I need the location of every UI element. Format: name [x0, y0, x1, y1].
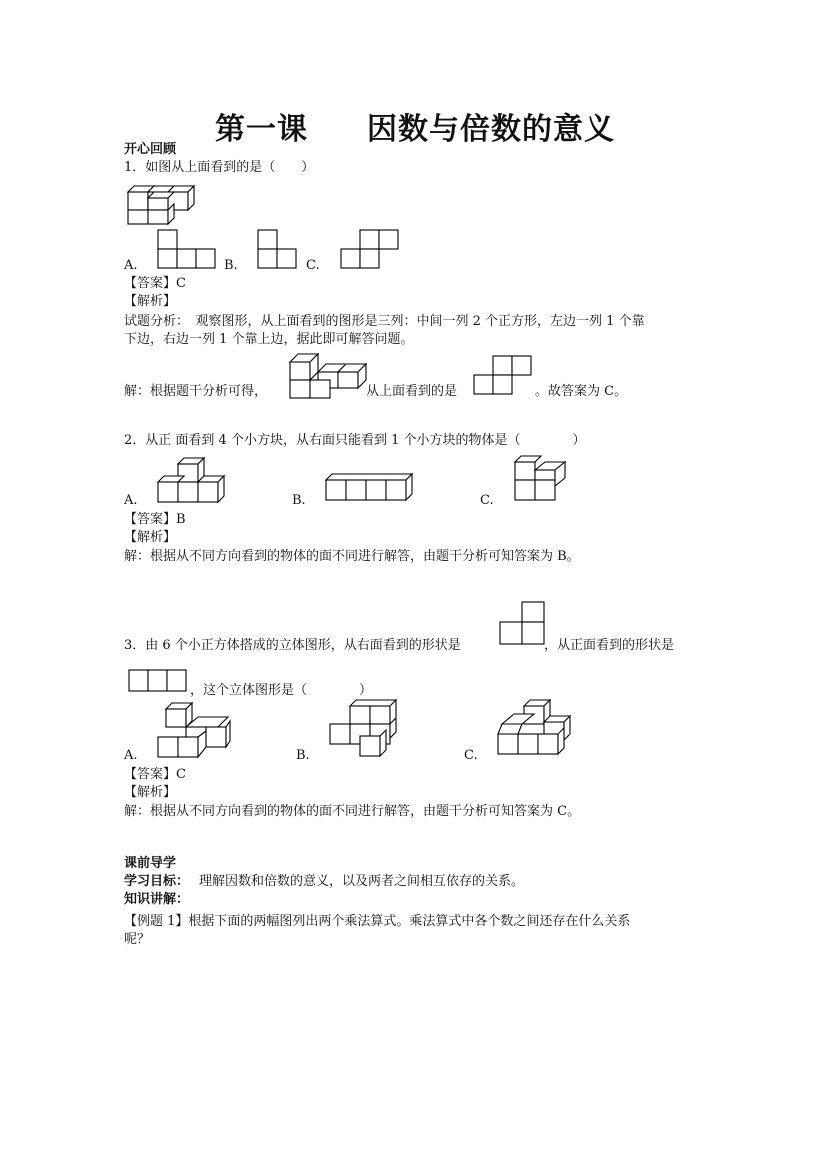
q2-option-b-label: B.	[292, 493, 306, 508]
knowledge-label: 知识讲解：	[124, 892, 190, 907]
q2-question: 2．从正 面看到 4 个小方块，从右面只能看到 1 个小方块的物体是（ ）	[124, 433, 586, 448]
q1-solution-part2: 从上面看到的是	[366, 384, 458, 399]
q1-option-a-label: A.	[124, 258, 138, 273]
q1-option-c-label: C.	[306, 258, 320, 273]
learning-goal-label: 学习目标：	[124, 874, 190, 889]
q3-option-c-figure	[498, 700, 578, 756]
q1-solution-figure-3d	[290, 352, 370, 402]
q2-analysis-label: 【解析】	[124, 530, 177, 545]
q3-option-b-figure	[330, 700, 400, 758]
q1-solution-part1: 解：根据题干分析可得，	[124, 384, 268, 399]
page-title-topic: 因数与倍数的意义	[367, 112, 615, 147]
example1-line2: 呢？	[124, 932, 151, 947]
q1-analysis-label: 【解析】	[124, 294, 177, 309]
q2-option-a-figure	[158, 458, 228, 504]
example1-line1: 【例题 1】根据下面的两幅图列出两个乘法算式。乘法算式中各个数之间还存在什么关系	[124, 914, 631, 929]
q2-option-c-figure	[515, 456, 575, 502]
q1-solution-figure-top	[474, 356, 534, 398]
q2-solution: 解：根据从不同方向看到的物体的面不同进行解答，由题干分析可知答案为 B。	[124, 549, 580, 564]
q3-option-c-label: C.	[464, 748, 478, 763]
q3-option-a-figure	[158, 703, 233, 759]
q1-analysis-line2: 下边，右边一列 1 个靠上边，据此即可解答问题。	[124, 332, 414, 347]
learning-goal-text: 理解因数和倍数的意义，以及两者之间相互依存的关系。	[199, 874, 525, 889]
q1-option-b-label: B.	[224, 258, 238, 273]
q3-right-view-figure	[500, 602, 548, 646]
q1-option-c-figure	[341, 230, 401, 270]
q1-option-b-figure	[258, 230, 300, 270]
q2-option-c-label: C.	[480, 493, 494, 508]
q3-analysis-label: 【解析】	[124, 785, 177, 800]
q3-question-part3: ，这个立体图形是（ ）	[190, 683, 373, 698]
q2-option-a-label: A.	[124, 493, 138, 508]
q3-front-view-figure	[129, 670, 189, 694]
q1-analysis-line1: 试题分析： 观察图形，从上面看到的图形是三列：中间一列 2 个正方形，左边一列 1 个靠	[124, 314, 645, 329]
q1-solution-part3: 。故答案为 C。	[535, 384, 628, 399]
page-title-lesson: 第一课	[215, 112, 308, 147]
q3-option-a-label: A.	[124, 748, 138, 763]
q2-answer: 【答案】B	[124, 512, 186, 527]
section-heading-review: 开心回顾	[124, 142, 177, 157]
section-heading-preview: 课前导学	[124, 856, 177, 871]
q3-question-part1: 3．由 6 个小正方体搭成的立体图形，从右面看到的形状是	[124, 638, 461, 653]
q3-solution: 解：根据从不同方向看到的物体的面不同进行解答，由题干分析可知答案为 C。	[124, 804, 581, 819]
q2-option-b-figure	[326, 474, 416, 504]
q3-option-b-label: B.	[296, 748, 310, 763]
q1-question: 1．如图从上面看到的是（ ）	[124, 160, 315, 175]
q1-answer: 【答案】C	[124, 276, 186, 291]
q1-option-a-figure	[158, 230, 218, 270]
q3-question-part2: ，从正面看到的形状是	[544, 638, 675, 653]
q1-figure-3d	[128, 186, 208, 226]
q3-answer: 【答案】C	[124, 767, 186, 782]
